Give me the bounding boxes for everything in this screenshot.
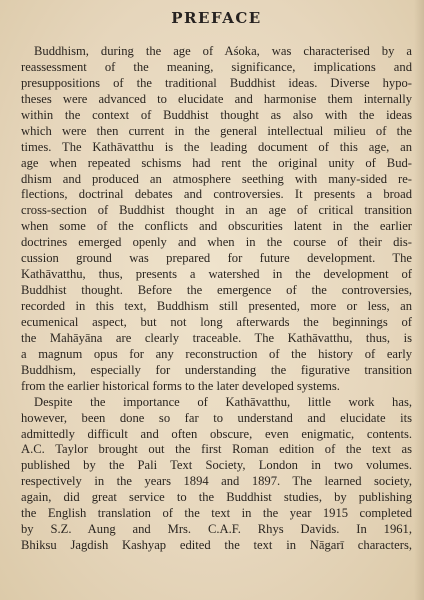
text-line: the English translation of the text in the year 1915 completed bbox=[21, 506, 412, 521]
text-line: ecumenical aspect, but not long afterwards the beginnings of bbox=[21, 314, 412, 329]
text-line: recorded in this text, Buddhism still presented, more or less, an bbox=[21, 299, 412, 313]
text-line: by S.Z. Aung and Mrs. C.A.F. Rhys Davids. In 1961, bbox=[21, 522, 412, 537]
text-line: Buddhism, during the age of Aśoka, was characterised by a bbox=[34, 44, 412, 58]
text-line: times. The Kathāvatthu is the leading document of this age, an bbox=[21, 139, 412, 154]
text-line: published by the Pali Text Society, London in two volumes. bbox=[21, 458, 412, 473]
text-line: which were then current in the general intellectual milieu of the bbox=[21, 123, 412, 138]
text-line: dhism and produced an atmosphere seething with many-sided re- bbox=[21, 171, 412, 186]
text-line: flections, doctrinal debates and controversies. It presents a broad bbox=[21, 187, 412, 202]
text-line: Buddhist thought. Before the emergence of the controversies, bbox=[21, 283, 412, 298]
text-line: reassessment of the meaning, significance, implications and bbox=[21, 59, 412, 74]
text-line: A.C. Taylor brought out the first Roman edition of the text as bbox=[21, 442, 412, 457]
text-line: doctrines emerged openly and when in the course of their dis- bbox=[21, 235, 412, 250]
text-line: Despite the importance of Kathāvatthu, little work has, bbox=[34, 394, 412, 409]
text-line: within the context of Buddhist thought as also with the ideas bbox=[21, 107, 412, 122]
text-line: cross-section of Buddhist thought in an age of critical transition bbox=[21, 203, 412, 218]
text-line: again, did great service to the Buddhist studies, by publishing bbox=[21, 490, 412, 505]
text-line: admittedly difficult and often obscure, even enigmatic, contents. bbox=[21, 426, 412, 441]
page-title: PREFACE bbox=[171, 9, 262, 27]
text-line: cussion ground was prepared for future development. The bbox=[21, 251, 412, 266]
text-line: when some of the conflicts and obscurities latent in the earlier bbox=[21, 219, 412, 234]
text-line: respectively in the years 1894 and 1897. The learned society, bbox=[21, 474, 412, 489]
text-line: presuppositions of the traditional Buddhist ideas. Diverse hypo- bbox=[21, 75, 412, 90]
text-line: however, been done so far to understand and elucidate its bbox=[21, 410, 412, 425]
text-line: age when repeated schisms had rent the original unity of Bud- bbox=[21, 155, 412, 170]
text-line: from the earlier historical forms to the later developed systems. bbox=[21, 378, 340, 393]
paragraph-1 bbox=[21, 44, 412, 395]
text-line: theses were advanced to elucidate and harmonise them internally bbox=[21, 91, 412, 106]
paragraph-2 bbox=[21, 395, 412, 554]
text-line: Kathāvatthu, thus, presents a watershed in the development of bbox=[21, 267, 412, 282]
text-line: a magnum opus for any reconstruction of the history of early bbox=[21, 346, 412, 361]
text-line: Buddhism, especially for understanding the figurative transition bbox=[21, 362, 412, 377]
text-line: Bhiksu Jagdish Kashyap edited the text in Nāgarī characters, bbox=[21, 538, 412, 553]
text-line: the Mahāyāna are clearly traceable. The Kathāvatthu, thus, is bbox=[21, 330, 412, 345]
page-edge-shadow bbox=[414, 0, 424, 600]
